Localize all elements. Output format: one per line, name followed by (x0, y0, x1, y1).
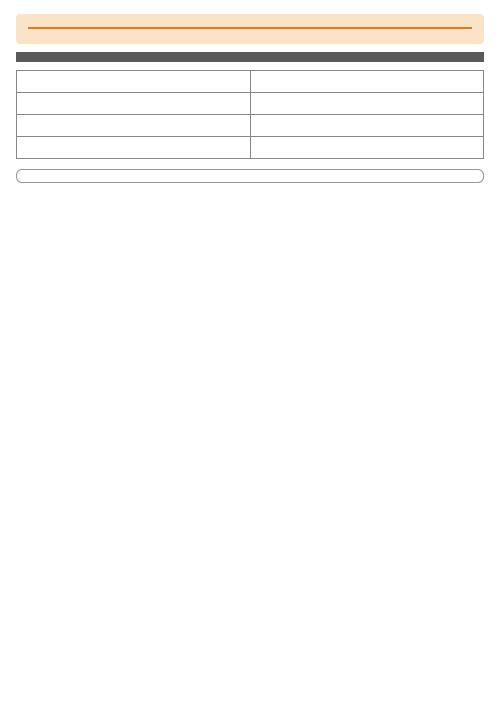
form-row (17, 115, 484, 137)
application-band (16, 52, 484, 62)
form-value[interactable] (250, 71, 484, 93)
form-row (17, 137, 484, 159)
contact-footer (16, 169, 484, 183)
hero-title (28, 24, 472, 29)
form-row (17, 71, 484, 93)
form-value[interactable] (250, 93, 484, 115)
form-label (17, 115, 251, 137)
form-label (17, 71, 251, 93)
form-value[interactable] (250, 115, 484, 137)
form-row (17, 93, 484, 115)
form-label (17, 137, 251, 159)
hero-box (16, 14, 484, 44)
form-value[interactable] (250, 137, 484, 159)
registration-form (16, 70, 484, 159)
form-label (17, 93, 251, 115)
